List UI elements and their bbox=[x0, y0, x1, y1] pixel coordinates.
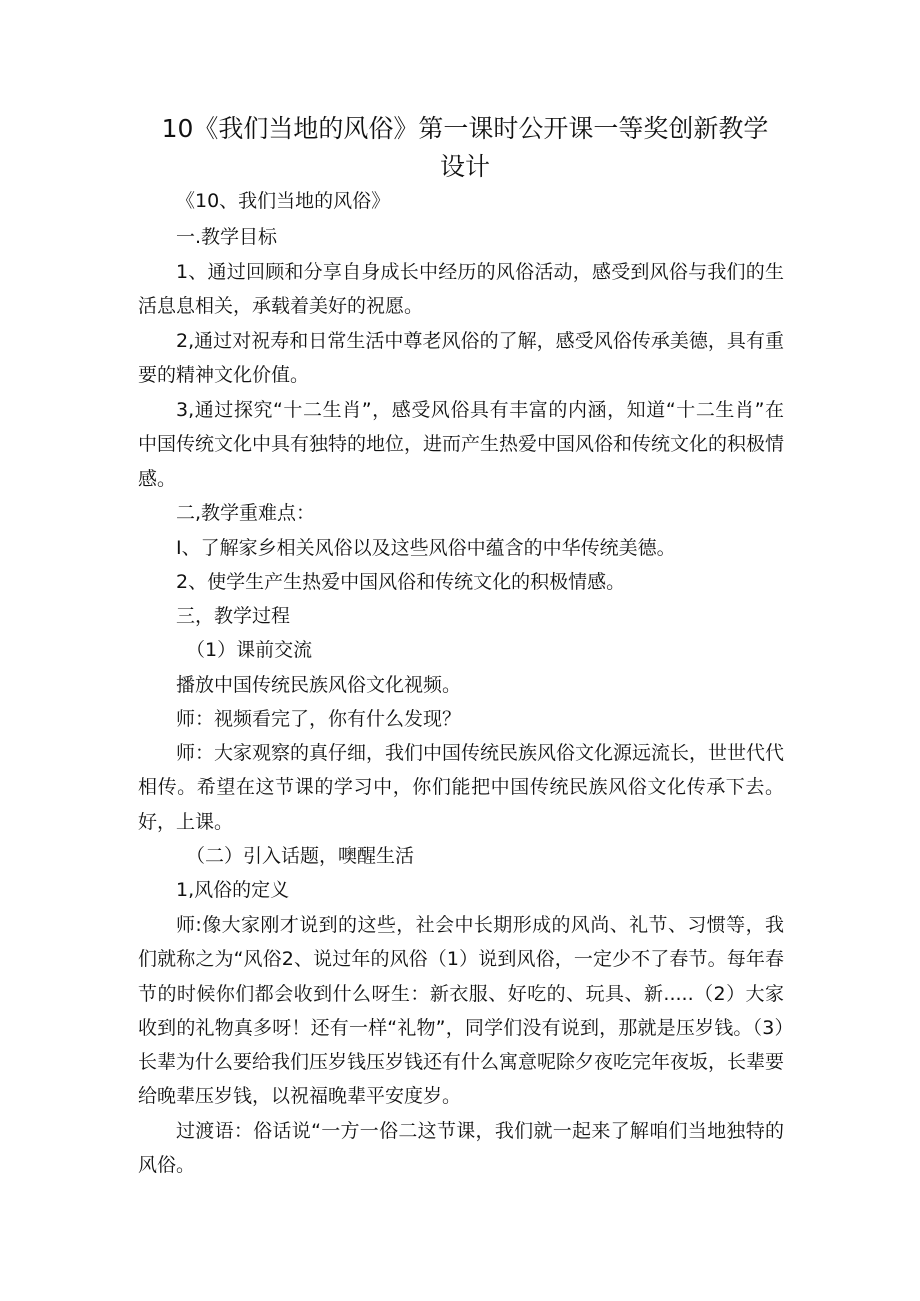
subheading-definition: 1,风俗的定义 bbox=[176, 879, 290, 901]
objective-2: 2,通过对祝寿和日常生活中尊老风俗的了解，感受风俗传承美德，具有重要的精神文化价值。 bbox=[138, 330, 784, 387]
document-title bbox=[140, 110, 790, 186]
paragraph-transition: 过渡语：俗话说“一方一俗二这节课，我们就一起来了解咱们当地独特的风俗。 bbox=[138, 1120, 784, 1177]
subheading-pre-class: （1）课前交流 bbox=[186, 639, 313, 661]
paragraph-teacher-question: 师：视频看完了，你有什么发现？ bbox=[176, 708, 462, 730]
paragraph-video: 播放中国传统民族风俗文化视频。 bbox=[176, 674, 462, 696]
section-heading-key-points: 二,教学重难点： bbox=[176, 502, 316, 524]
key-point-1: I、了解家乡相关风俗以及这些风俗中蕴含的中华传统美德。 bbox=[176, 537, 676, 559]
objective-3: 3,通过探究“十二生肖”，感受风俗具有丰富的内涵，知道“十二生肖”在中国传统文化中具有独特的地位，进而产生热爱中国风俗和传统文化的积极情感。 bbox=[138, 399, 785, 490]
key-point-2: 2、使学生产生热爱中国风俗和传统文化的积极情感。 bbox=[176, 571, 626, 593]
title-line-1: 10《我们当地的风俗》第一课时公开课一等奖创新教学 bbox=[161, 114, 769, 143]
paragraph-definition: 师:像大家刚才说到的这些，社会中长期形成的风尚、礼节、习惯等，我们就称之为“风俗2、说过年的风俗（1）说到风俗，一定少不了春节。每年春节的时候你们都会收到什么呀生：新衣服、好吃的、玩具、新.....（2）大家收到的礼物真多呀！还有一样“礼物”，同学们没有说到，那就是压岁钱。（3）长辈为什么要给我们压岁钱压岁钱还有什么寓意呢除夕夜吃完年夜坂，长辈要给晚辈压岁钱，以祝福晚辈平安度岁。 bbox=[138, 914, 785, 1108]
subheading-intro-topic: （二）引入话题，噢醒生活 bbox=[186, 845, 415, 867]
section-heading-process: 三，教学过程 bbox=[176, 605, 291, 627]
title-line-2: 设计 bbox=[439, 152, 490, 181]
paragraph-teacher-remark: 师：大家观察的真仔细，我们中国传统民族风俗文化源远流长，世世代代相传。希望在这节课的学习中，你们能把中国传统民族风俗文化传承下去。好，上课。 bbox=[138, 742, 785, 833]
section-heading-objectives: 一.教学目标 bbox=[176, 226, 278, 248]
lesson-name: 《10、我们当地的风俗》 bbox=[176, 190, 391, 212]
objective-1: 1、通过回顾和分享自身成长中经历的风俗活动，感受到风俗与我们的生活息息相关，承载着美好的祝愿。 bbox=[138, 261, 784, 318]
